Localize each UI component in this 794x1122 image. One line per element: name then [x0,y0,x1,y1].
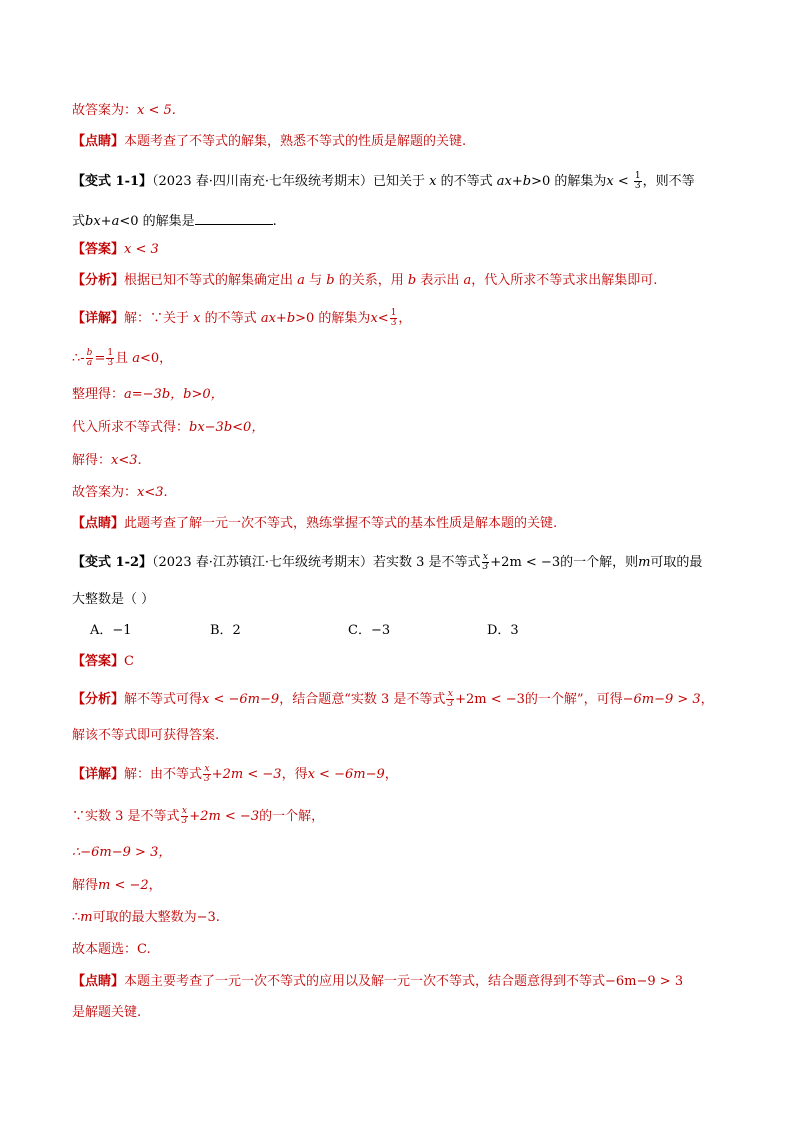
s-math: bx−3b<0， [189,420,265,435]
s-text: <0， [140,351,173,366]
d-var: x [193,311,201,326]
d-var: x [370,311,378,326]
fraction [86,349,94,368]
comment-text: 是解题关键. [72,1005,142,1020]
answer-prefix: 故答案为： [72,103,138,118]
q-var: a [111,214,120,229]
frac-den: 3 [482,562,489,572]
v12-comment-line-2 [72,1003,141,1023]
d-var: b [286,311,296,326]
a-math: −6m−9 > 3 [622,692,701,707]
a-text: 解该不等式即可获得答案. [72,728,220,743]
a-text: 与 [309,273,323,288]
s-math: a=−3b，b>0， [124,387,224,402]
variant-1-2-question-line-2 [72,590,154,610]
v11-detail [72,309,411,329]
q-var: b [522,174,532,189]
q-op: + [100,214,112,229]
q-text: 式 [72,214,86,229]
answer-value: C [124,654,134,669]
s-var: a [132,351,140,366]
d-var: ax [260,311,276,326]
frac-den: 3 [447,699,454,709]
v11-analysis [72,271,657,291]
variant-1-2-question-line-1 [72,553,702,573]
s-text: ， [148,878,162,893]
v12-detail [72,765,398,785]
option-c[interactable]: C．−3 [348,623,391,638]
q-text: 可取的最 [650,555,703,570]
analysis-tag: 【分析】 [72,692,125,707]
variant-1-1-question-line-2 [72,210,277,232]
variant-1-1-question-line-1 [72,172,695,192]
s-math: +2m < −3 [189,809,260,824]
frac-den: 3 [390,318,397,328]
frac-den: 3 [107,358,114,368]
v12-step-5 [72,940,151,960]
frac-num: x [447,689,453,699]
answer-tag: 【答案】 [72,242,125,257]
answer-math: x < 5. [137,103,176,118]
q-text: （2023 春·江苏镇江·七年级统考期末）若实数 3 是不等式 [152,555,481,570]
detail-tag: 【详解】 [72,311,125,326]
d-text: ， [384,767,398,782]
s-text: 可取的最大整数为−3. [92,910,220,925]
v11-step-3 [72,418,264,438]
fraction [634,172,642,191]
a-var: b [407,273,417,288]
a-text: 解不等式可得 [124,692,203,707]
frac-num: x [482,552,488,562]
variant-1-2-tag: 【变式 1-2】 [72,555,153,570]
frac-num: 1 [634,171,641,181]
v11-answer [72,240,159,260]
answer-tag: 【答案】 [72,654,125,669]
v12-answer [72,652,134,672]
d-text: ， [398,311,412,326]
a-text: 根据已知不等式的解集确定出 [124,273,294,288]
answer-blank [195,210,273,225]
d-math: x < −6m−9 [307,767,385,782]
a-var: b [326,273,335,288]
fraction [482,553,490,572]
q-var: x [429,174,437,189]
option-a[interactable]: A．−1 [90,623,132,638]
v12-step-1 [72,807,324,827]
d-text: 解：∵关于 [124,311,190,326]
s-text: ∴- [72,351,85,366]
s-text: 代入所求不等式得： [72,420,190,435]
frac-den: 3 [634,181,641,191]
v11-step-4 [72,451,142,471]
a-text: 表示出 [420,273,460,288]
q-op: + [511,174,523,189]
v11-step-2 [72,385,224,405]
comment-text: 此题考查了解一元一次不等式，熟练掌握不等式的基本性质是解本题的关键. [124,516,558,531]
s-op: = [94,351,106,366]
v11-step-5 [72,483,168,503]
frac-num: x [181,806,187,816]
v12-analysis-line-2 [72,726,219,746]
v12-comment-line-1 [72,972,683,992]
fraction [203,765,211,784]
q-text: 大整数是（ ） [72,592,155,607]
q-text: （2023 春·四川南充·七年级统考期末）已知关于 [152,174,425,189]
q-var: bx [85,214,101,229]
q-text: ，则不等 [642,174,695,189]
frac-num: x [204,764,210,774]
v12-step-2 [72,843,171,863]
frac-den: a [86,358,93,368]
s-math: x<3. [111,453,142,468]
s-text: 故答案为： [72,485,138,500]
s-text: ∵实数 3 是不等式 [72,809,180,824]
q-var: m [638,555,651,570]
d-op: + [275,311,287,326]
comment-line [72,132,466,152]
answer-line [72,101,176,121]
s-text: 解得 [72,878,99,893]
a-text: 的关系，用 [338,273,404,288]
fraction [181,807,189,826]
detail-tag: 【详解】 [72,767,125,782]
s-text: 的一个解， [259,809,325,824]
frac-num: 1 [390,308,397,318]
a-var: a [297,273,305,288]
a-text: ，代入所求不等式求出解集即可. [471,273,658,288]
q-var: x < [606,174,629,189]
option-d[interactable]: D．3 [487,623,519,638]
a-text: +2m < −3的一个解”，可得 [455,692,623,707]
s-text: 整理得： [72,387,125,402]
fraction [106,349,114,368]
v11-step-1 [72,349,172,369]
frac-num: 1 [107,348,114,358]
s-math: m < −2 [98,878,149,893]
comment-tag: 【点睛】 [72,516,125,531]
frac-den: 3 [181,816,188,826]
s-var: m [80,910,93,925]
a-text: ， [700,692,714,707]
s-math: x<3. [137,485,168,500]
q-text: +2m < −3的一个解，则 [490,555,639,570]
s-math: ∴−6m−9 > 3， [72,845,172,860]
comment-tag: 【点睛】 [72,974,125,989]
v12-step-3 [72,876,162,896]
fraction [390,309,398,328]
q-text: <0 的解集是 [119,214,195,229]
d-text: >0 的解集为 [295,311,371,326]
fraction [446,690,454,709]
v11-comment [72,514,557,534]
s-text: 解得： [72,453,112,468]
analysis-tag: 【分析】 [72,273,125,288]
v12-step-4 [72,908,220,928]
option-b[interactable]: B．2 [210,623,241,638]
frac-num: b [86,348,93,358]
d-op: < [377,311,389,326]
frac-den: 3 [204,774,210,784]
d-text: 解：由不等式 [124,767,203,782]
answer-value: x < 3 [124,242,159,257]
q-text: 的不等式 [440,174,493,189]
a-math: x < −6m−9 [202,692,280,707]
s-text: 且 [115,351,129,366]
comment-tag: 【点睛】 [72,134,125,149]
comment-text: 本题主要考查了一元一次不等式的应用以及解一元一次不等式，结合题意得到不等式−6m−9 > 3 [124,974,684,989]
q-text: . [272,214,277,229]
d-math: +2m < −3 [211,767,282,782]
s-text: 故本题选：C. [72,942,151,957]
v12-analysis-line-1 [72,690,714,710]
a-var: a [463,273,472,288]
d-text: 的不等式 [204,311,257,326]
variant-1-1-tag: 【变式 1-1】 [72,174,153,189]
q-var: ax [496,174,512,189]
q-text: >0 的解集为 [531,174,607,189]
comment-text: 本题考查了不等式的解集，熟悉不等式的性质是解题的关键. [124,134,467,149]
d-text: ，得 [281,767,308,782]
a-text: ，结合题意“实数 3 是不等式 [279,692,446,707]
s-text: ∴ [72,910,81,925]
